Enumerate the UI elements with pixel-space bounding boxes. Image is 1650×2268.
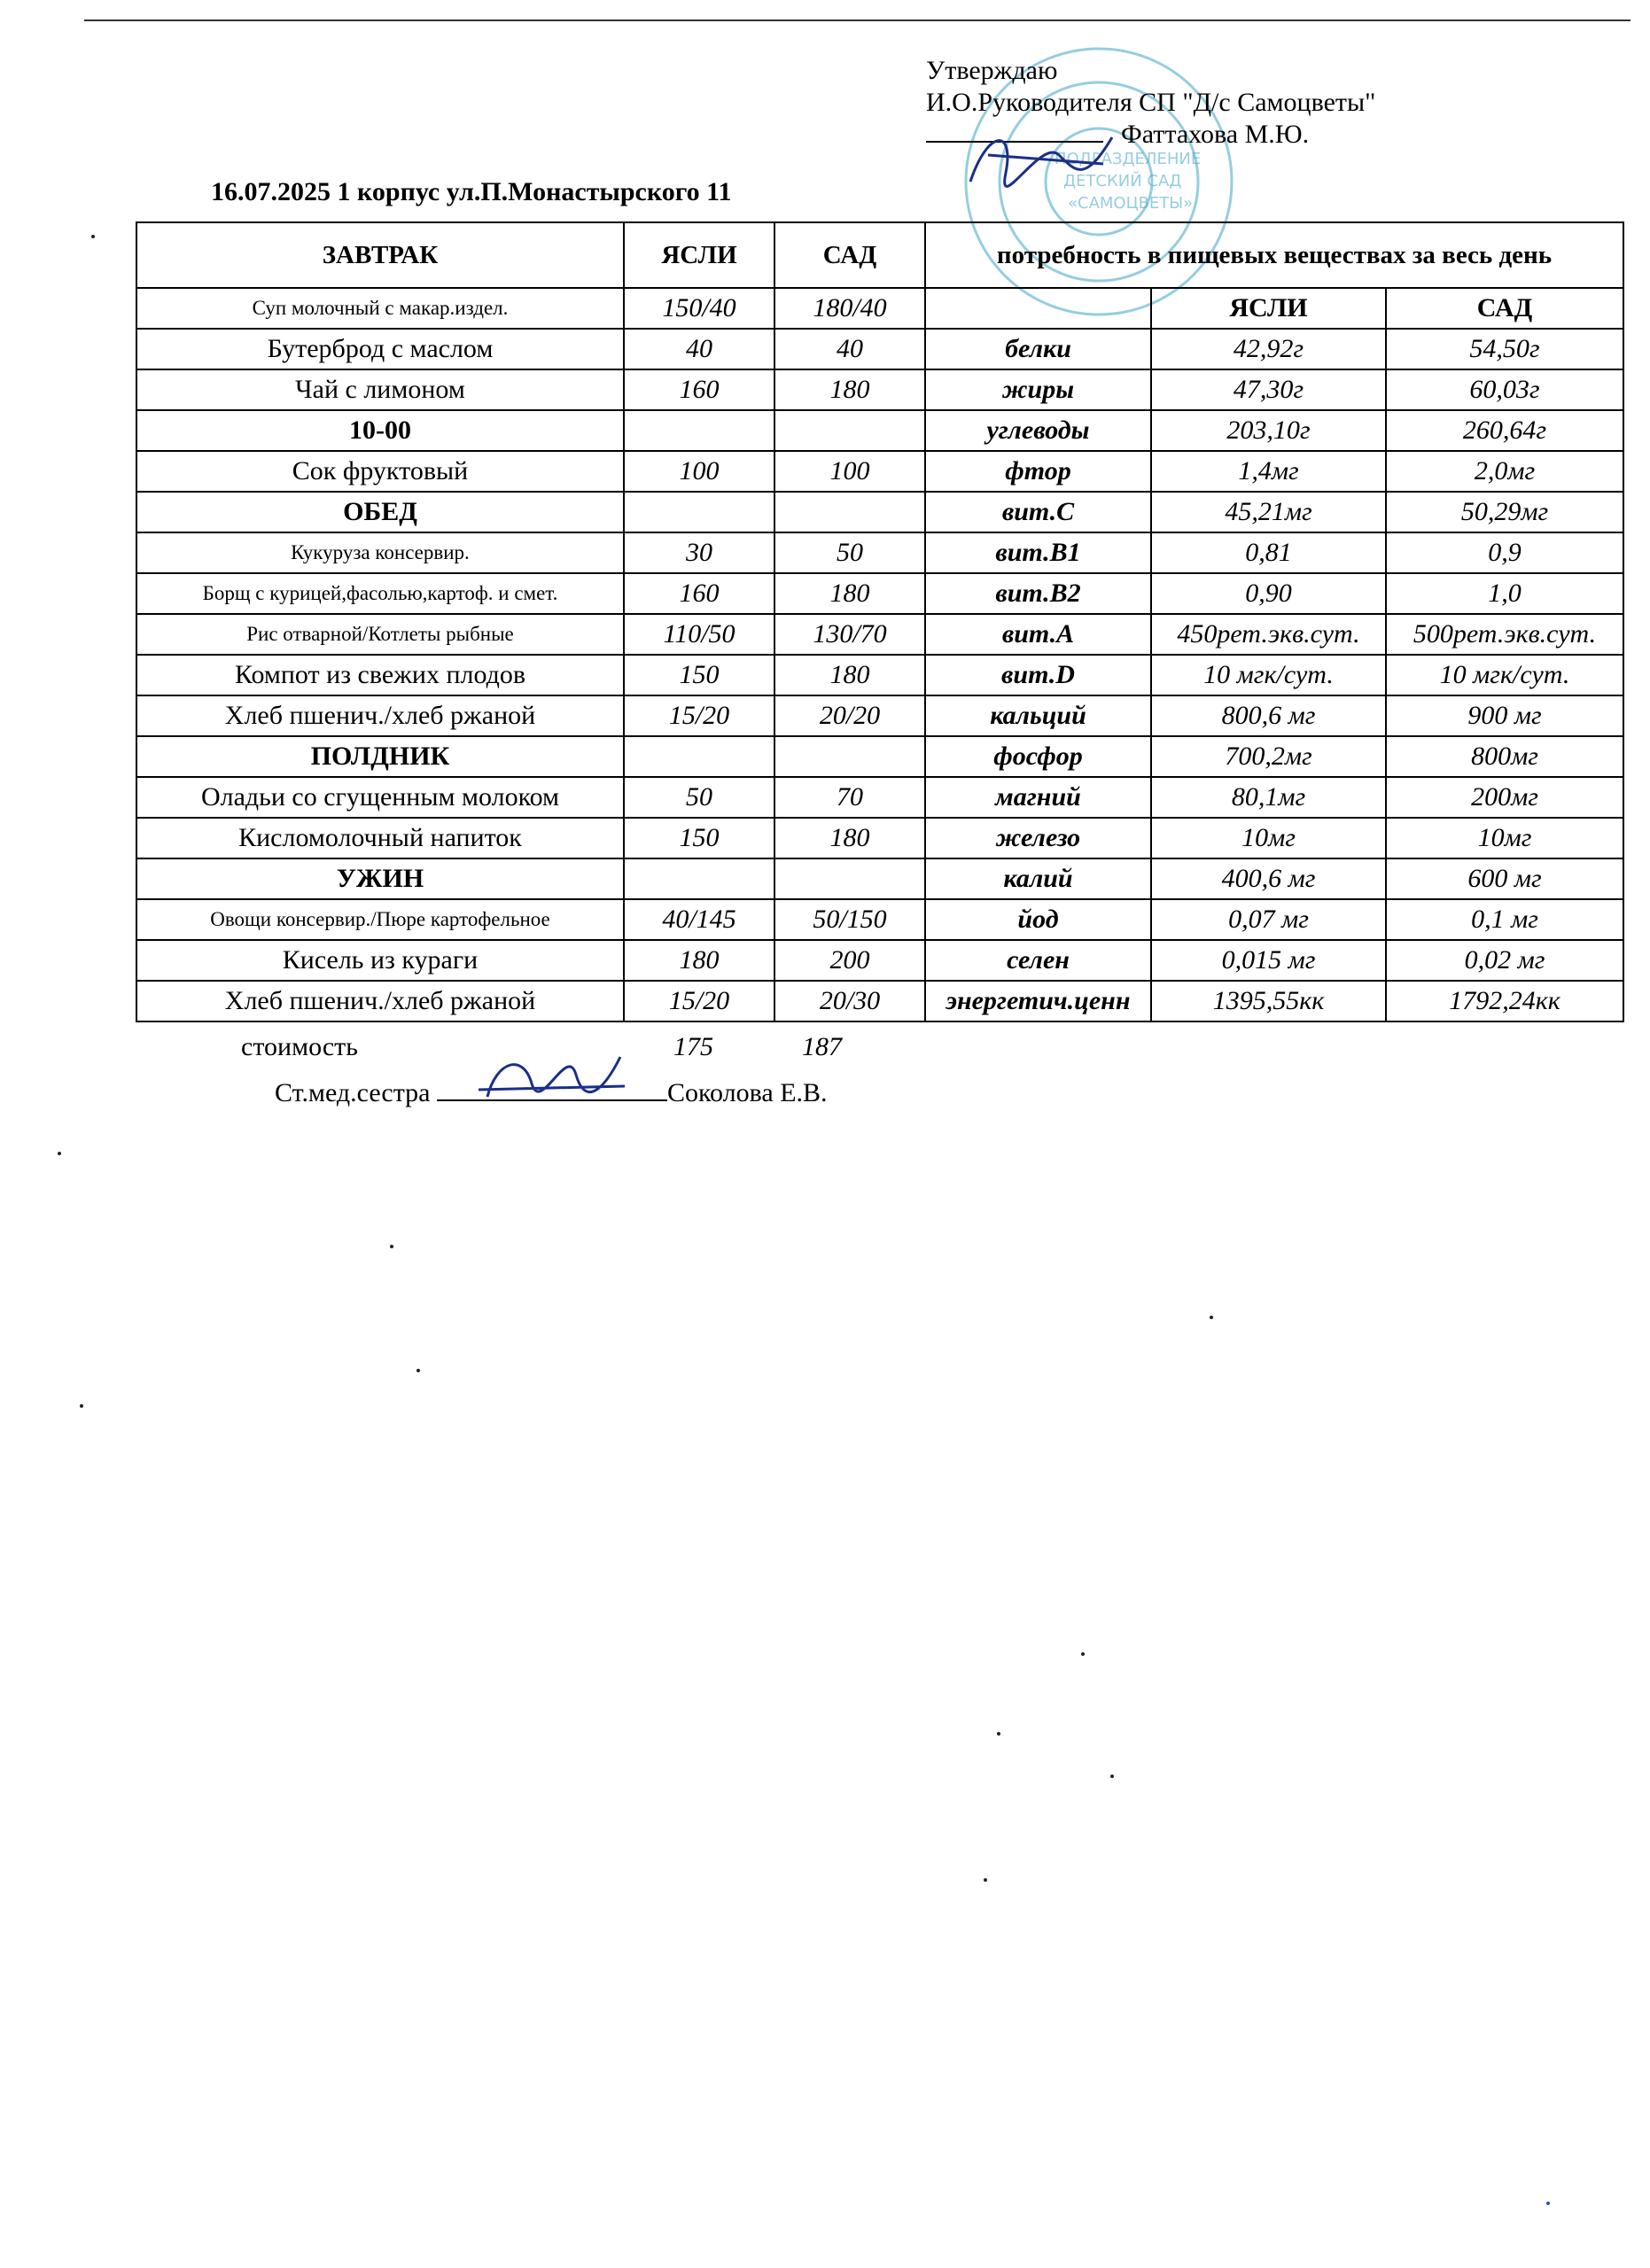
table-row [136,899,1623,940]
nurse-signature [470,1035,629,1115]
table-row [136,329,1623,369]
table-row [136,532,1623,573]
nutrient-name-cell: углеводы [925,410,1151,451]
menu-item-cell: Кисель из кураги [136,940,624,981]
table-header-row [136,222,1623,288]
cost-nursery: 175 [673,1032,713,1061]
table-row [136,288,1623,329]
nursery-portion-cell [624,492,774,532]
garden-portion-cell: 180 [774,573,925,614]
nutrient-nursery-cell: 45,21мг [1151,492,1386,532]
menu-item-cell: Кукуруза консервир. [136,532,624,573]
nutrient-name-cell: энергетич.ценн [925,981,1151,1021]
nutrient-name-cell: калий [925,858,1151,899]
menu-item-cell: Хлеб пшенич./хлеб ржаной [136,695,624,736]
menu-item-cell: Борщ с курицей,фасолью,картоф. и смет. [136,573,624,614]
table-row [136,410,1623,451]
nutrient-garden-cell: 60,03г [1386,369,1623,410]
nutrient-garden-cell: 600 мг [1386,858,1623,899]
nutrient-nursery-cell: 10 мгк/сут. [1151,655,1386,695]
nutrient-garden-cell: 10 мгк/сут. [1386,655,1623,695]
table-row [136,981,1623,1021]
nutrient-name-cell [925,288,1151,329]
garden-portion-cell: 100 [774,451,925,492]
garden-portion-cell: 20/20 [774,695,925,736]
nutrient-garden-cell: 54,50г [1386,329,1623,369]
nutrient-name-cell: жиры [925,369,1151,410]
table-row [136,736,1623,777]
garden-portion-cell: 70 [774,777,925,818]
scan-speck [91,235,95,238]
garden-portion-cell: 40 [774,329,925,369]
nutrient-name-cell: вит.С [925,492,1151,532]
garden-portion-cell: 180/40 [774,288,925,329]
table-row [136,614,1623,655]
nutrient-nursery-cell: 0,90 [1151,573,1386,614]
nursery-portion-cell: 50 [624,777,774,818]
approver-name: Фаттахова М.Ю. [1121,120,1310,149]
nursery-portion-cell: 30 [624,532,774,573]
nursery-portion-cell: 150/40 [624,288,774,329]
nutrient-nursery-cell: 450рет.экв.сут. [1151,614,1386,655]
nutrient-nursery-cell: 203,10г [1151,410,1386,451]
garden-portion-cell: 180 [774,655,925,695]
nutrient-garden-cell: САД [1386,288,1623,329]
nutrient-name-cell: магний [925,777,1151,818]
scan-speck [58,1152,61,1155]
scan-speck [1081,1652,1085,1656]
scan-speck [390,1245,393,1248]
nutrient-garden-cell: 200мг [1386,777,1623,818]
nursery-portion-cell: 110/50 [624,614,774,655]
table-row [136,573,1623,614]
menu-item-cell: Кисломолочный напиток [136,818,624,858]
garden-portion-cell: 180 [774,369,925,410]
nutrient-garden-cell: 260,64г [1386,410,1623,451]
nutrient-nursery-cell: 1,4мг [1151,451,1386,492]
garden-portion-cell: 180 [774,818,925,858]
garden-portion-cell [774,492,925,532]
nutrient-name-cell: вит.D [925,655,1151,695]
garden-portion-cell [774,410,925,451]
menu-item-cell: Компот из свежих плодов [136,655,624,695]
nutrient-name-cell: фтор [925,451,1151,492]
garden-portion-cell [774,736,925,777]
table-row [136,655,1623,695]
nutrient-nursery-cell: 47,30г [1151,369,1386,410]
table-row [136,940,1623,981]
nutrient-garden-cell: 0,02 мг [1386,940,1623,981]
nutrient-garden-cell: 1792,24кк [1386,981,1623,1021]
svg-text:«САМОЦВЕТЫ»: «САМОЦВЕТЫ» [1068,194,1194,213]
nursery-portion-cell: 160 [624,573,774,614]
table-row [136,858,1623,899]
scan-speck [416,1369,420,1372]
table-row [136,492,1623,532]
nursery-portion-cell: 40 [624,329,774,369]
garden-portion-cell: 200 [774,940,925,981]
cost-garden: 187 [802,1032,842,1061]
director-signature [953,120,1130,199]
nutrient-name-cell: фосфор [925,736,1151,777]
nursery-portion-cell: 15/20 [624,981,774,1021]
nutrient-nursery-cell: 80,1мг [1151,777,1386,818]
menu-item-cell: Оладьи со сгущенным молоком [136,777,624,818]
nursery-portion-cell: 150 [624,655,774,695]
menu-item-cell: Рис отварной/Котлеты рыбные [136,614,624,655]
nursery-portion-cell: 100 [624,451,774,492]
garden-portion-cell: 50/150 [774,899,925,940]
svg-text:ПОДРАЗДЕЛЕНИЕ: ПОДРАЗДЕЛЕНИЕ [1055,150,1202,168]
table-row [136,818,1623,858]
nutrient-garden-cell: 0,1 мг [1386,899,1623,940]
scan-speck [1546,2202,1550,2205]
nursery-portion-cell: 150 [624,818,774,858]
garden-portion-cell: 130/70 [774,614,925,655]
menu-item-cell: Чай с лимоном [136,369,624,410]
nurse-title: Ст.мед.сестра [275,1078,431,1107]
header-needs: потребность в пищевых веществах за весь день [925,222,1623,288]
header-nursery: ЯСЛИ [624,222,774,288]
nursery-portion-cell: 40/145 [624,899,774,940]
table-row [136,695,1623,736]
top-border-line [84,19,1631,21]
menu-item-cell: Хлеб пшенич./хлеб ржаной [136,981,624,1021]
nutrient-nursery-cell: ЯСЛИ [1151,288,1386,329]
nurse-name: Соколова Е.В. [667,1078,828,1107]
nursery-portion-cell: 160 [624,369,774,410]
menu-item-cell: УЖИН [136,858,624,899]
menu-item-cell: Овощи консервир./Пюре картофельное [136,899,624,940]
menu-item-cell: Бутерброд с маслом [136,329,624,369]
svg-text:ДЕТСКИЙ САД: ДЕТСКИЙ САД [1063,172,1182,190]
nutrient-garden-cell: 800мг [1386,736,1623,777]
approval-line-2: И.О.Руководителя СП "Д/с Самоцветы" [926,88,1376,117]
nursery-portion-cell [624,410,774,451]
nutrient-name-cell: йод [925,899,1151,940]
nutrient-name-cell: вит.А [925,614,1151,655]
nutrient-nursery-cell: 700,2мг [1151,736,1386,777]
nutrient-nursery-cell: 42,92г [1151,329,1386,369]
nutrient-garden-cell: 2,0мг [1386,451,1623,492]
menu-table [136,221,1624,1022]
nursery-portion-cell: 180 [624,940,774,981]
menu-item-cell: ОБЕД [136,492,624,532]
table-body [136,288,1623,1021]
scan-speck [984,1878,987,1882]
table-row [136,369,1623,410]
header-garden: САД [774,222,925,288]
nutrient-nursery-cell: 1395,55кк [1151,981,1386,1021]
nutrient-name-cell: вит.В2 [925,573,1151,614]
nutrient-name-cell: селен [925,940,1151,981]
nursery-portion-cell [624,736,774,777]
nutrient-nursery-cell: 0,07 мг [1151,899,1386,940]
garden-portion-cell: 50 [774,532,925,573]
cost-label: стоимость [241,1032,358,1061]
header-meal: ЗАВТРАК [136,222,624,288]
nutrient-garden-cell: 500рет.экв.сут. [1386,614,1623,655]
page-title: 16.07.2025 1 корпус ул.П.Монастырского 11 [211,177,732,206]
garden-portion-cell [774,858,925,899]
nutrient-name-cell: кальций [925,695,1151,736]
nursery-portion-cell [624,858,774,899]
nutrient-garden-cell: 0,9 [1386,532,1623,573]
garden-portion-cell: 20/30 [774,981,925,1021]
menu-item-cell: ПОЛДНИК [136,736,624,777]
nursery-portion-cell: 15/20 [624,695,774,736]
nutrient-nursery-cell: 400,6 мг [1151,858,1386,899]
nutrient-garden-cell: 50,29мг [1386,492,1623,532]
scan-speck [997,1732,1000,1736]
nutrient-nursery-cell: 800,6 мг [1151,695,1386,736]
approval-line-1: Утверждаю [926,56,1058,85]
nutrient-garden-cell: 900 мг [1386,695,1623,736]
nutrient-garden-cell: 10мг [1386,818,1623,858]
menu-item-cell: Сок фруктовый [136,451,624,492]
table-row [136,777,1623,818]
scan-speck [1110,1775,1114,1778]
scan-speck [80,1404,83,1408]
scan-speck [1210,1316,1213,1319]
nutrient-garden-cell: 1,0 [1386,573,1623,614]
nutrient-nursery-cell: 10мг [1151,818,1386,858]
menu-item-cell: Суп молочный с макар.издел. [136,288,624,329]
nutrient-name-cell: вит.В1 [925,532,1151,573]
nutrient-name-cell: железо [925,818,1151,858]
nutrient-name-cell: белки [925,329,1151,369]
nutrient-nursery-cell: 0,015 мг [1151,940,1386,981]
nutrient-nursery-cell: 0,81 [1151,532,1386,573]
menu-item-cell: 10-00 [136,410,624,451]
table-row [136,451,1623,492]
